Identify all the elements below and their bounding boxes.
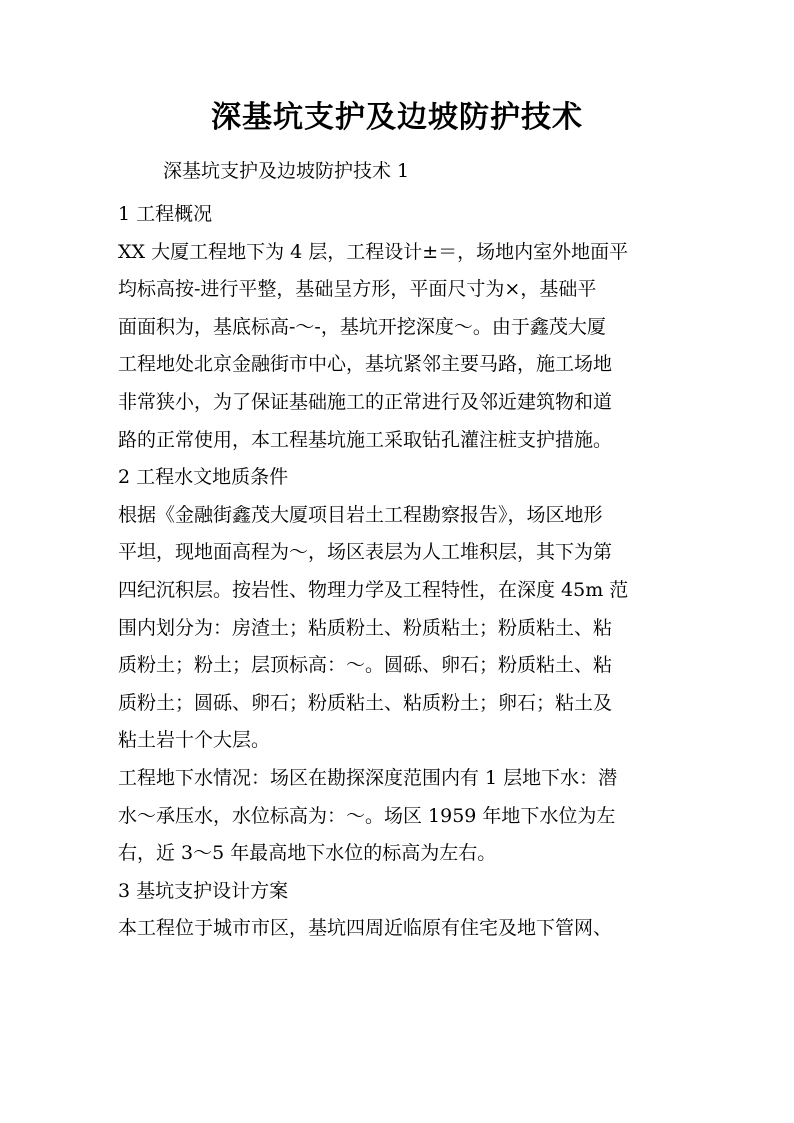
paragraph-line: 工程地处北京金融街市中心，基坑紧邻主要马路，施工场地 (118, 353, 613, 376)
paragraph-line: 工程地下水情况：场区在勘探深度范围内有 1 层地下水：潜 (118, 766, 618, 789)
paragraph-line: 本工程位于城市市区，基坑四周近临原有住宅及地下管网、 (118, 917, 613, 940)
paragraph-line: XX 大厦工程地下为 4 层，工程设计±＝，场地内室外地面平 (118, 240, 629, 263)
paragraph-line: 面面积为，基底标高-～-，基坑开挖深度～。由于鑫茂大厦 (118, 315, 606, 338)
document-subtitle: 深基坑支护及边坡防护技术 1 (163, 160, 410, 182)
paragraph-line: 路的正常使用，本工程基坑施工采取钻孔灌注桩支护措施。 (118, 428, 613, 451)
document-title: 深基坑支护及边坡防护技术 (211, 100, 583, 135)
paragraph-line: 根据《金融街鑫茂大厦项目岩土工程勘察报告》，场区地形 (118, 503, 603, 526)
paragraph-line: 质粉土；圆砾、卵石；粉质粘土、粘质粉土；卵石；粘土及 (118, 691, 613, 714)
section-heading-support-design: 3 基坑支护设计方案 (118, 879, 289, 902)
paragraph-line: 右，近 3～5 年最高地下水位的标高为左右。 (118, 842, 497, 865)
paragraph-line: 围内划分为：房渣土；粘质粉土、粉质粘土；粉质粘土、粘 (118, 616, 613, 639)
document-body (118, 196, 688, 948)
paragraph-line: 平坦，现地面高程为～，场区表层为人工堆积层，其下为第 (118, 541, 613, 564)
paragraph-line: 均标高按-进行平整，基础呈方形，平面尺寸为×，基础平 (118, 278, 597, 301)
paragraph-line: 水～承压水，水位标高为：～。场区 1959 年地下水位为左 (118, 804, 616, 827)
paragraph-line: 粘土岩十个大层。 (118, 729, 271, 752)
paragraph-line: 质粉土；粉土；层顶标高：～。圆砾、卵石；粉质粘土、粘 (118, 654, 613, 677)
section-heading-overview: 1 工程概况 (118, 203, 213, 225)
paragraph-line: 四纪沉积层。按岩性、物理力学及工程特性，在深度 45m 范 (118, 578, 629, 601)
section-heading-hydrogeology: 2 工程水文地质条件 (118, 466, 289, 489)
paragraph-line: 非常狭小，为了保证基础施工的正常进行及邻近建筑物和道 (118, 390, 613, 413)
